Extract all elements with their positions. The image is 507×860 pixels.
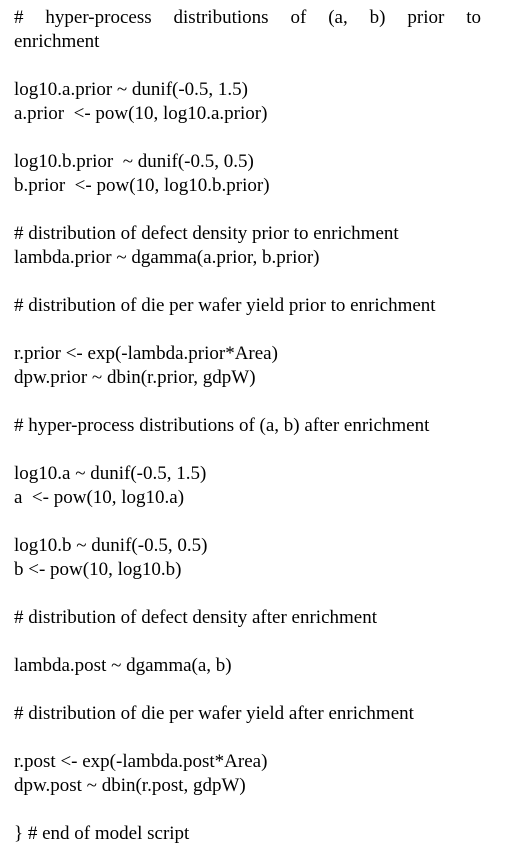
code-log10-a-prior: log10.a.prior ~ dunif(-0.5, 1.5) xyxy=(14,79,249,100)
comment-dpw-yield-after: # distribution of die per wafer yield after enrichment xyxy=(14,703,414,724)
code-b-prior: b.prior <- pow(10, log10.b.prior) xyxy=(14,175,270,196)
blank-line xyxy=(14,678,481,702)
code-r-post: r.post <- exp(-lambda.post*Area) xyxy=(14,751,268,772)
comment-hyper-prior-line1: # hyper-process distributions of (a, b) prior to xyxy=(14,7,481,28)
model-script-document xyxy=(14,6,481,846)
blank-line xyxy=(14,438,481,462)
code-r-prior: r.prior <- exp(-lambda.prior*Area) xyxy=(14,343,278,364)
code-log10-b: log10.b ~ dunif(-0.5, 0.5) xyxy=(14,535,208,556)
comment-hyper-after: # hyper-process distributions of (a, b) after enrichment xyxy=(14,415,430,436)
blank-line xyxy=(14,318,481,342)
code-lambda-post: lambda.post ~ dgamma(a, b) xyxy=(14,655,232,676)
code-lambda-prior: lambda.prior ~ dgamma(a.prior, b.prior) xyxy=(14,247,320,268)
blank-line xyxy=(14,798,481,822)
comment-hyper-prior-line2: enrichment xyxy=(14,31,100,52)
code-dpw-prior: dpw.prior ~ dbin(r.prior, gdpW) xyxy=(14,367,256,388)
blank-line xyxy=(14,198,481,222)
code-end-of-script: } # end of model script xyxy=(14,823,190,844)
comment-defect-density-prior: # distribution of defect density prior to enrichment xyxy=(14,223,399,244)
blank-line xyxy=(14,54,481,78)
blank-line xyxy=(14,726,481,750)
blank-line xyxy=(14,270,481,294)
blank-line xyxy=(14,126,481,150)
code-log10-a: log10.a ~ dunif(-0.5, 1.5) xyxy=(14,463,207,484)
code-dpw-post: dpw.post ~ dbin(r.post, gdpW) xyxy=(14,775,246,796)
code-b: b <- pow(10, log10.b) xyxy=(14,559,182,580)
blank-line xyxy=(14,582,481,606)
blank-line xyxy=(14,390,481,414)
comment-dpw-yield-prior: # distribution of die per wafer yield prior to enrichment xyxy=(14,295,436,316)
blank-line xyxy=(14,630,481,654)
code-a-prior: a.prior <- pow(10, log10.a.prior) xyxy=(14,103,268,124)
code-log10-b-prior: log10.b.prior ~ dunif(-0.5, 0.5) xyxy=(14,151,254,172)
blank-line xyxy=(14,510,481,534)
comment-defect-density-after: # distribution of defect density after enrichment xyxy=(14,607,377,628)
code-a: a <- pow(10, log10.a) xyxy=(14,487,185,508)
